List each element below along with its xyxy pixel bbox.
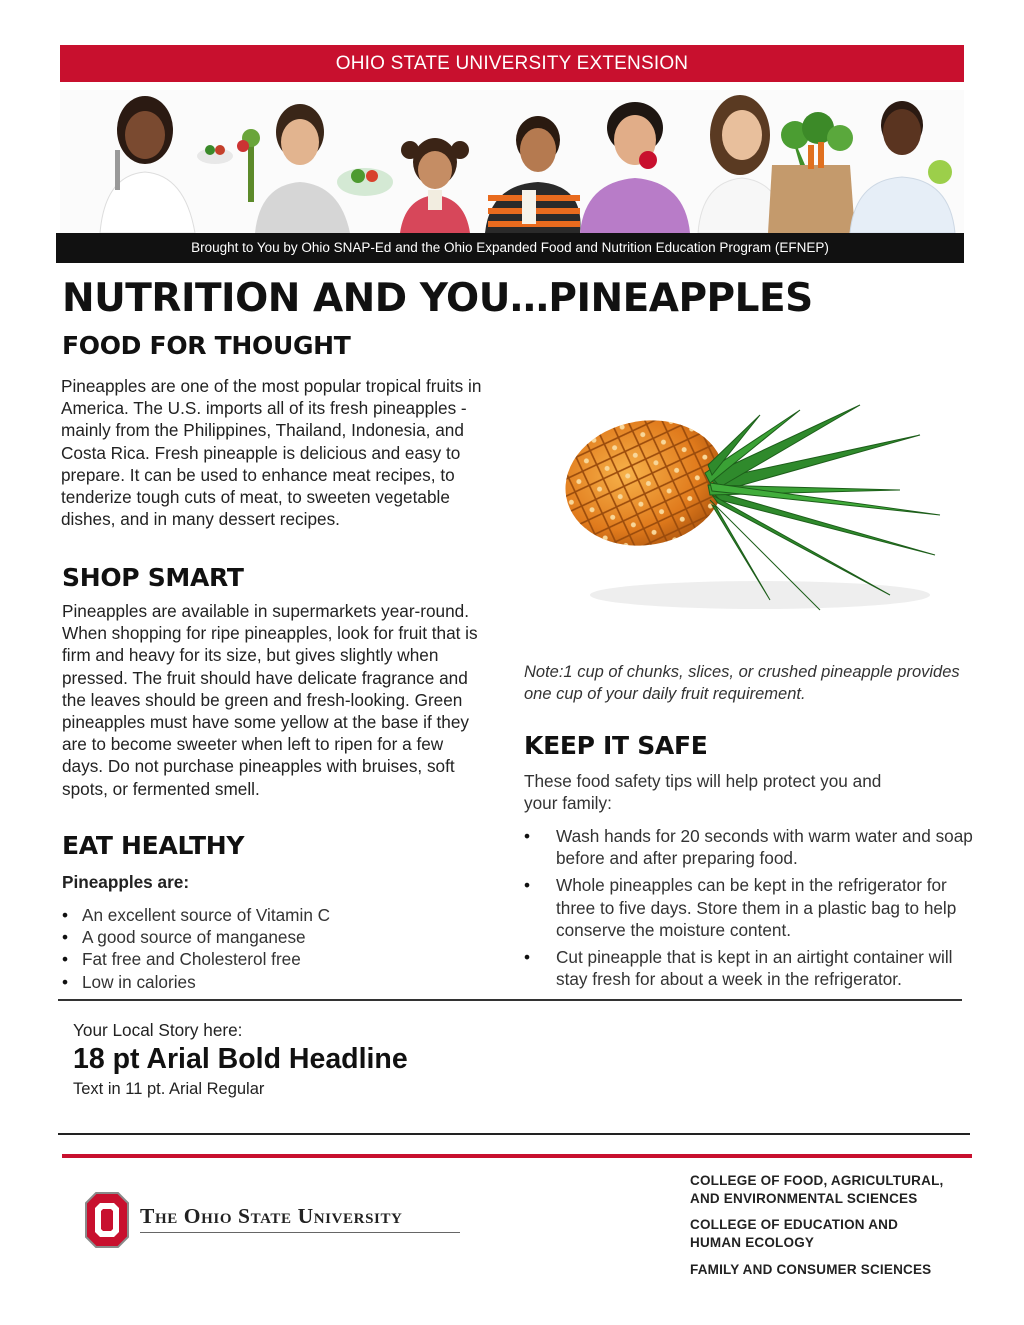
section-divider <box>58 999 962 1001</box>
page-title: NUTRITION AND YOU…PINEAPPLES <box>62 276 813 321</box>
food-for-thought-text: Pineapples are one of the most popular tropical fruits in America. The U.S. imports all of its fresh pineapples - mainly from the Philippines, Thailand, Indonesia, and Costa Rica. Fresh pineapple is delicious and easy to prepare. It can be used to enhance meat recipes, to tenderize tough cuts of meat, to sweeten vegetable dishes, and in many dessert recipes. <box>61 376 482 530</box>
local-story-text: Text in 11 pt. Arial Regular <box>73 1080 265 1098</box>
serving-note: Note:1 cup of chunks, slices, or crushed pineapple provides one cup of your daily fruit requirement. <box>524 663 960 703</box>
family-consumer-sciences: FAMILY AND CONSUMER SCIENCES <box>690 1262 932 1277</box>
local-story-headline: 18 pt Arial Bold Headline <box>73 1043 408 1075</box>
eat-healthy-subheading: Pineapples are: <box>62 872 190 892</box>
college-education: COLLEGE OF EDUCATION AND HUMAN ECOLOGY <box>690 1217 899 1250</box>
list-item: • Whole pineapples can be kept in the refrigerator for three to five days. Store them in a plastic bag to help conserve the moisture content. <box>524 875 957 940</box>
sponsor-bar: Brought to You by Ohio SNAP-Ed and the Ohio Expanded Food and Nutrition Education Program (EFNEP) <box>56 233 964 263</box>
food-for-thought-heading: FOOD FOR THOUGHT <box>62 331 351 360</box>
list-item: • Fat free and Cholesterol free <box>62 949 301 970</box>
college-food-ag: COLLEGE OF FOOD, AGRICULTURAL, AND ENVIRONMENTAL SCIENCES <box>690 1173 944 1206</box>
list-item: • A good source of manganese <box>62 927 306 948</box>
list-item: • Wash hands for 20 seconds with warm water and soap before and after preparing food. <box>524 826 973 869</box>
footer-red-rule <box>62 1154 972 1158</box>
org-banner-bar: OHIO STATE UNIVERSITY EXTENSION <box>60 45 964 82</box>
shop-smart-heading: SHOP SMART <box>62 563 244 592</box>
eat-healthy-list <box>62 904 442 993</box>
eat-healthy-heading: EAT HEALTHY <box>62 831 245 860</box>
list-item: • Cut pineapple that is kept in an airtight container will stay fresh for about a week in the refrigerator. <box>524 947 953 990</box>
footer-divider <box>58 1133 970 1135</box>
keep-it-safe-list <box>524 825 976 990</box>
people-banner-photo <box>60 90 964 233</box>
wordmark-underline <box>140 1232 460 1233</box>
keep-it-safe-heading: KEEP IT SAFE <box>524 731 708 760</box>
list-item: • Low in calories <box>62 971 196 992</box>
local-story-label: Your Local Story here: <box>73 1020 243 1040</box>
pineapple-image <box>560 395 945 620</box>
block-o-logo-icon <box>84 1191 130 1249</box>
keep-it-safe-intro: These food safety tips will help protect you and your family: <box>524 771 882 814</box>
university-wordmark: The Ohio State University <box>140 1204 403 1228</box>
shop-smart-text: Pineapples are available in supermarkets year-round. When shopping for ripe pineapples, look for fruit that is firm and heavy for its size, but gives slightly when pressed. The fruit should have delicate fragrance and the leaves should be green and fresh-looking. Green pineapples must have some yellow at the base if they are to become sweeter when left to ripen for a few days. Do not purchase pineapples with bruises, soft spots, or fermented smell. <box>62 601 478 799</box>
list-item: • An excellent source of Vitamin C <box>62 905 331 925</box>
